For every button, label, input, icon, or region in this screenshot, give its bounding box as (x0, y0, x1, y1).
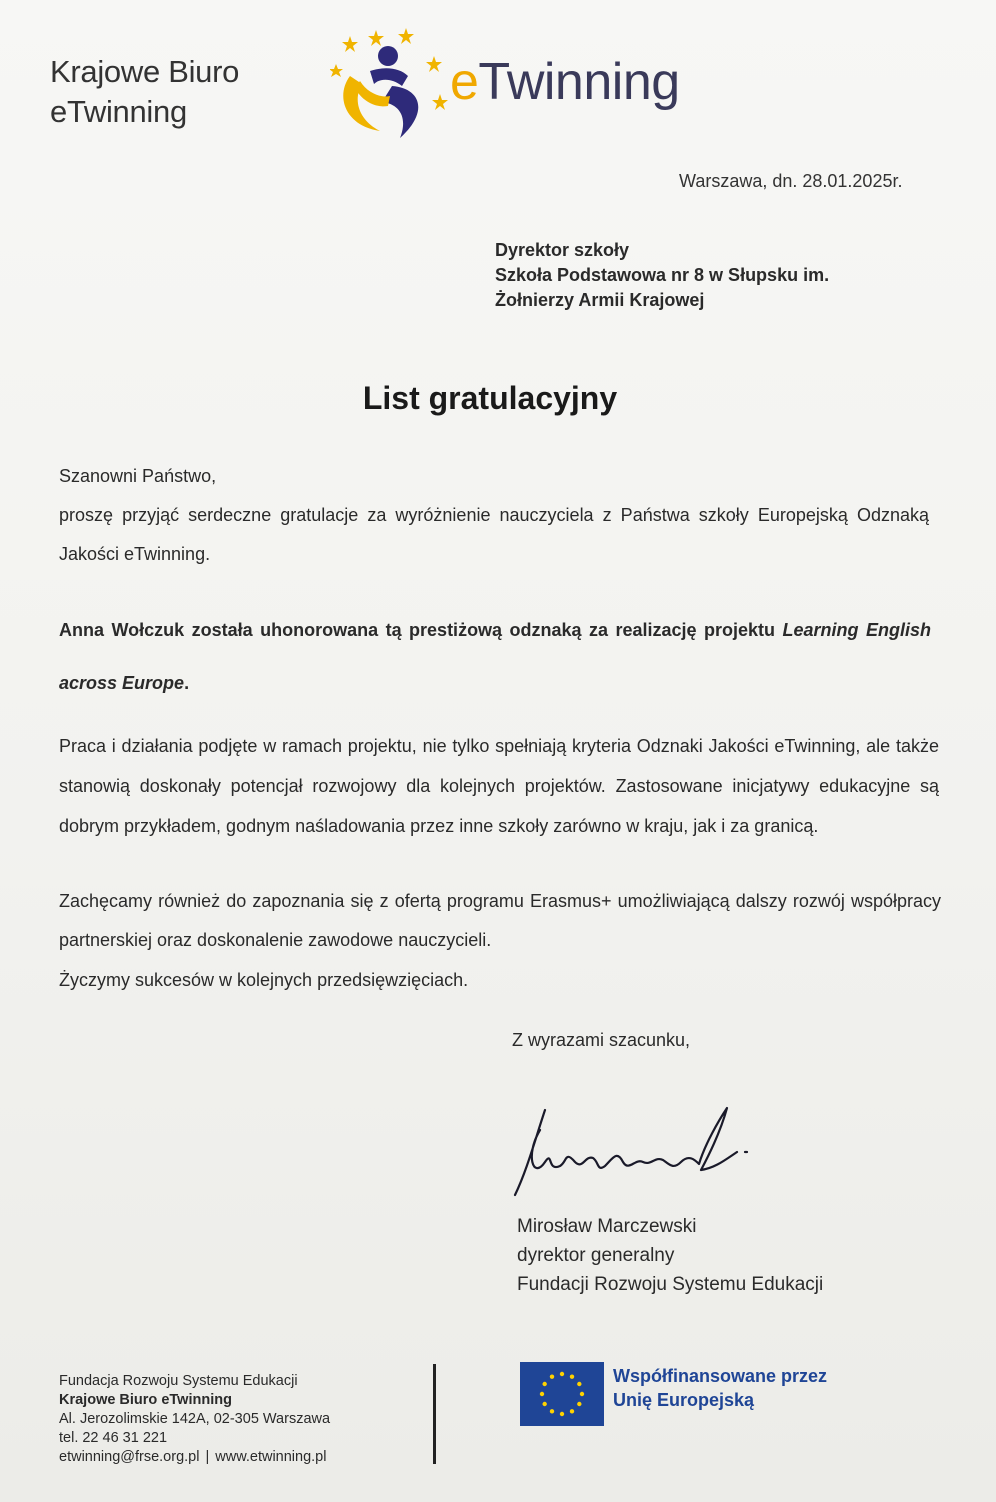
logo-word: Twinning (478, 53, 680, 111)
eu-star (560, 1372, 564, 1376)
addressee-line-2: Szkoła Podstawowa nr 8 w Słupsku im. (495, 265, 830, 285)
logo-wordmark (450, 52, 680, 112)
eu-star (570, 1374, 574, 1378)
letter-title: List gratulacyjny (362, 380, 618, 416)
letter-date: Warszawa, dn. 28.01.2025r. (679, 171, 903, 191)
footer-online (59, 1448, 330, 1467)
footer-phone: tel. 22 46 31 221 (59, 1430, 168, 1446)
paragraph-congratulations: proszę przyjąć serdeczne gratulacje za wyróżnienie nauczyciela z Państwa szkoły Europejską Odznaką Jakości eTwinning. (59, 505, 929, 564)
brand-line-2: eTwinning (50, 94, 187, 129)
etwinning-emblem-icon (330, 26, 450, 144)
addressee-block (495, 238, 829, 313)
eu-line-2: Unię Europejską (613, 1390, 755, 1410)
footer-separator: | (205, 1449, 210, 1465)
eu-star (550, 1409, 554, 1413)
paragraph-award (59, 604, 931, 710)
footer-address: Al. Jerozolimskie 142A, 02-305 Warszawa (59, 1411, 331, 1427)
brand-name (50, 52, 239, 132)
signer-name: Mirosław Marczewski (517, 1216, 697, 1237)
handwritten-signature (505, 1100, 755, 1200)
eu-star (577, 1402, 581, 1406)
signer-block (517, 1212, 823, 1299)
addressee-line-3: Żołnierzy Armii Krajowej (495, 290, 705, 310)
eu-star (560, 1412, 564, 1416)
addressee-line-1: Dyrektor szkoły (495, 240, 630, 260)
project-name: Learning English across Europe (59, 620, 931, 693)
logo-prefix: e (450, 53, 479, 111)
footer-org: Fundacja Rozwoju Systemu Edukacji (59, 1373, 298, 1389)
signer-role: dyrektor generalny (517, 1245, 675, 1266)
award-end: . (184, 673, 190, 693)
paragraph-work: Praca i działania podjęte w ramach projektu, nie tylko spełniają kryteria Odznaki Jakości eTwinning, ale także stanowią doskonały potencjał rozwojowy dla kolejnych projektów. Zastosowane inicjatywy edukacyjne są dobrym przykładem, godnym naśladowania przez inne szkoły zarówno w kraju, jak i za granicą. (59, 736, 939, 836)
award-lead: Anna Wołczuk została uhonorowana tą prestiżową odznaką za realizację projektu (59, 620, 783, 640)
etwinning-logo (330, 26, 710, 144)
eu-stars-icon (520, 1362, 604, 1426)
eu-cofunding-label (613, 1364, 827, 1412)
greeting: Szanowni Państwo, (59, 466, 217, 486)
signer-organization: Fundacji Rozwoju Systemu Edukacji (517, 1274, 824, 1295)
brand-line-1: Krajowe Biuro (50, 54, 240, 89)
eu-star (580, 1392, 584, 1396)
footer-divider (433, 1364, 436, 1464)
eu-star (577, 1382, 581, 1386)
footer-website: www.etwinning.pl (215, 1449, 327, 1465)
footer-office: Krajowe Biuro eTwinning (59, 1392, 232, 1408)
eu-star (540, 1392, 544, 1396)
eu-line-1: Współfinansowane przez (613, 1366, 828, 1386)
eu-flag-icon (520, 1362, 604, 1426)
paragraph-erasmus: Zachęcamy również do zapoznania się z ofertą programu Erasmus+ umożliwiającą dalszy rozwój współpracy partnerskiej oraz doskonalenie zawodowe nauczycieli. (59, 891, 941, 950)
footer-contact (59, 1372, 330, 1467)
eu-star (550, 1374, 554, 1378)
eu-star (570, 1409, 574, 1413)
eu-star (542, 1382, 546, 1386)
footer-email: etwinning@frse.org.pl (59, 1449, 200, 1465)
closing-phrase: Z wyrazami szacunku, (512, 1030, 691, 1050)
eu-star (542, 1402, 546, 1406)
paragraph-wishes: Życzymy sukcesów w kolejnych przedsięwzięciach. (59, 970, 469, 990)
